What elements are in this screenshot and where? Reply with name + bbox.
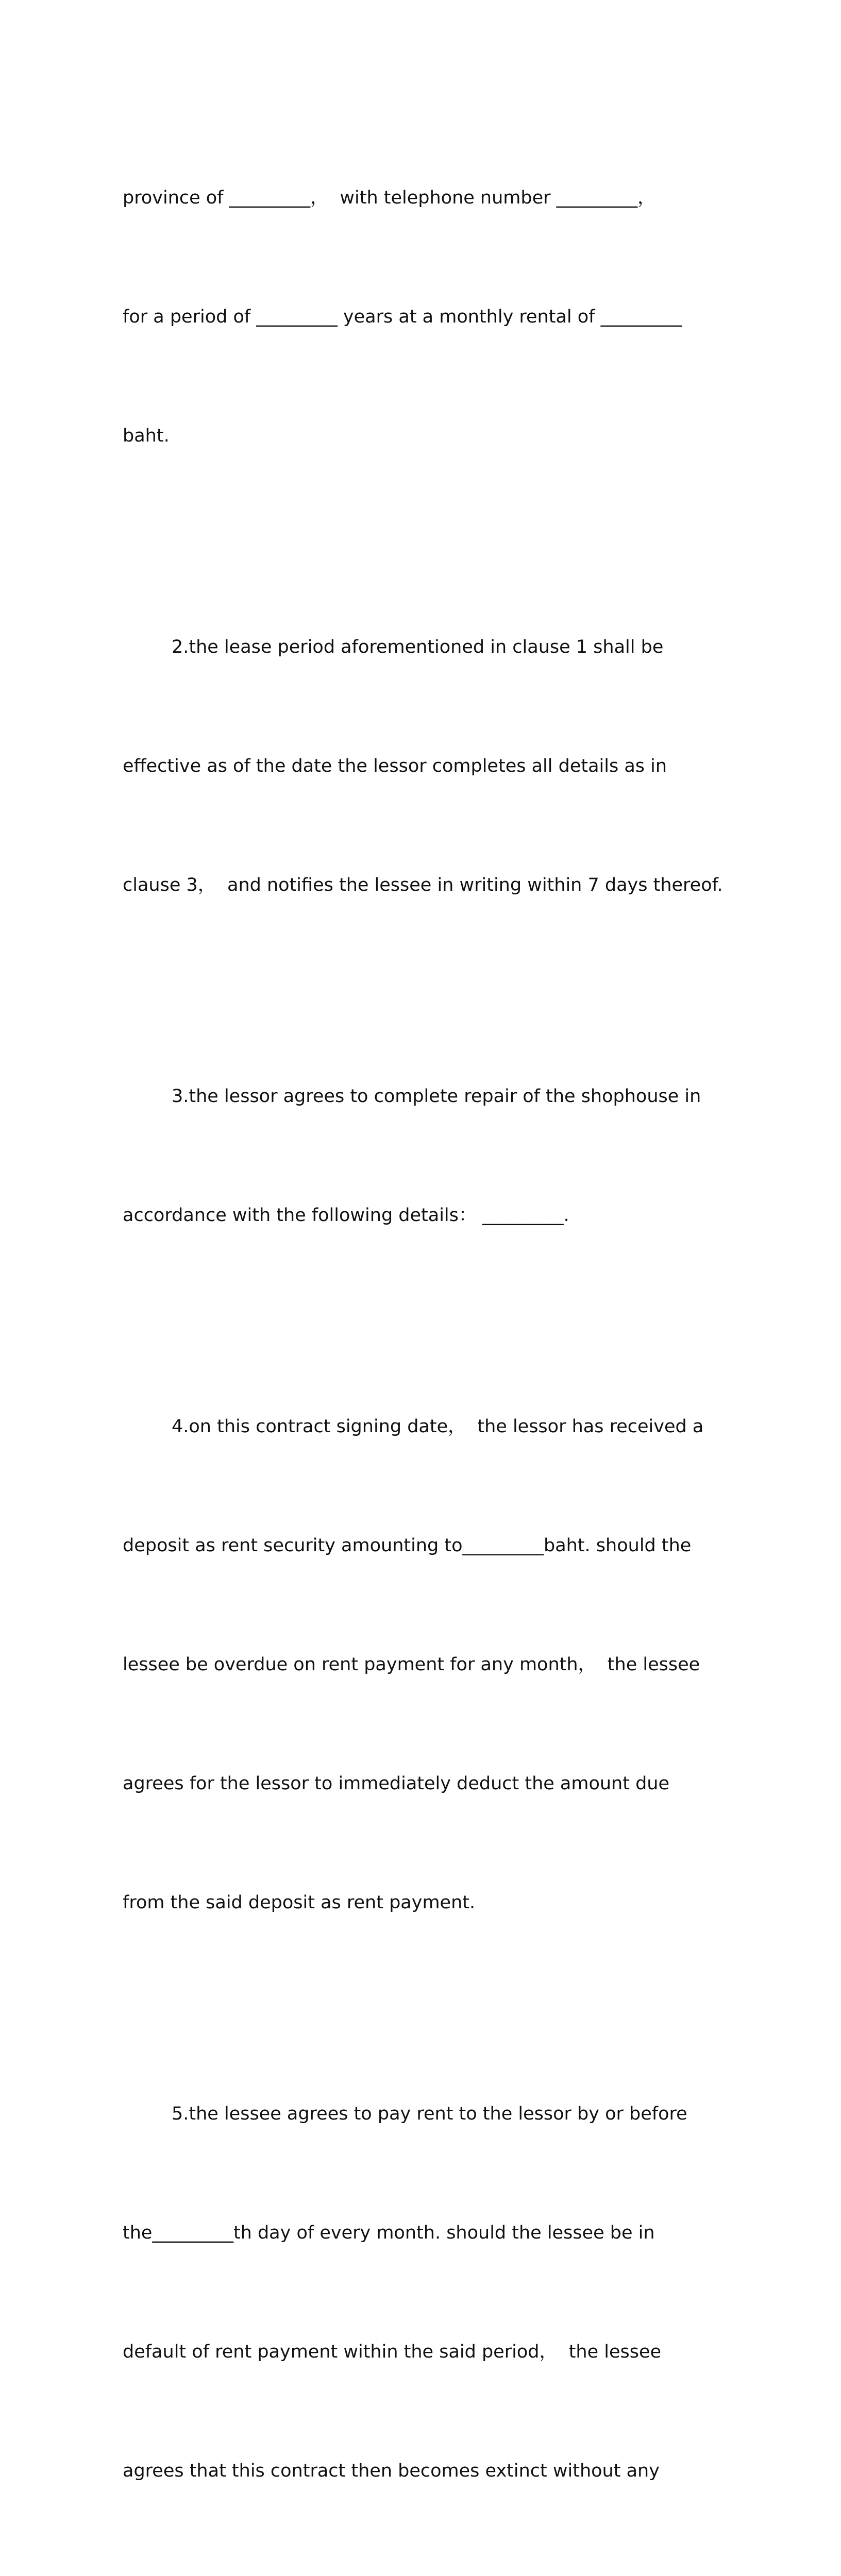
text-line: agrees for the lessor to immediately deduct the amount due [123, 1773, 670, 1794]
text-line: effective as of the date the lessor completes all details as in [123, 756, 667, 776]
clause-4 [123, 1328, 741, 2002]
paragraph-1-continuation [123, 99, 741, 535]
clause-5 [123, 2015, 741, 2576]
text-line: baht. [123, 426, 170, 446]
text-line [123, 2570, 741, 2576]
text-line: clause 3， and notifies the lessee in writing within 7 days thereof. [123, 875, 723, 895]
text-line: agrees that this contract then becomes extinct without any [123, 2461, 660, 2481]
text-line: 2.the lease period aforementioned in clause 1 shall be [172, 637, 664, 657]
text-line: 3.the lessor agrees to complete repair of the shophouse in [172, 1086, 701, 1107]
text-line: lessee be overdue on rent payment for any month， the lessee [123, 1654, 700, 1675]
clause-3 [123, 997, 741, 1315]
text-line: 4.on this contract signing date， the lessor has received a [172, 1416, 704, 1437]
text-line: accordance with the following details： _________. [123, 1205, 569, 1226]
document-body [123, 99, 741, 2576]
text-line: deposit as rent security amounting to_________baht. should the [123, 1535, 692, 1556]
text-line: from the said deposit as rent payment. [123, 1892, 476, 1913]
text-line: 5.the lessee agrees to pay rent to the lessor by or before [172, 2104, 687, 2124]
text-line: default of rent payment within the said period， the lessee [123, 2342, 662, 2362]
text-line: province of _________， with telephone number _________， [123, 188, 656, 208]
text-line: the_________th day of every month. should the lessee be in [123, 2223, 655, 2243]
text-line: for a period of _________ years at a monthly rental of _________ [123, 307, 682, 327]
clause-2 [123, 548, 741, 985]
